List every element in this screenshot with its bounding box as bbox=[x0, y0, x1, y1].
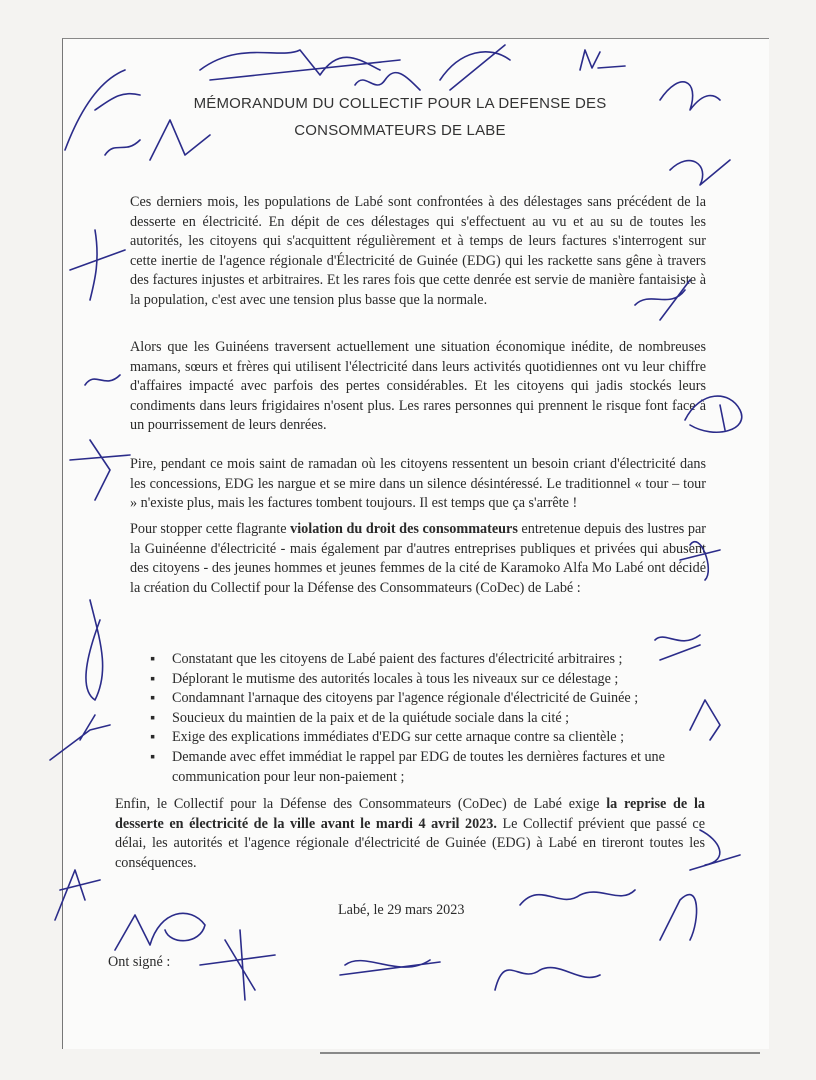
signature bbox=[340, 960, 440, 975]
date-line: Labé, le 29 mars 2023 bbox=[338, 902, 465, 918]
list-item-text: Condamnant l'arnaque des citoyens par l'agence régionale d'électricité de Guinée ; bbox=[172, 690, 639, 707]
signature bbox=[150, 120, 210, 160]
signature bbox=[680, 542, 720, 580]
signature bbox=[200, 930, 275, 1000]
p5-text: Enfin, le Collectif pour la Défense des Consommateurs (CoDec) de Labé exige bbox=[115, 796, 607, 812]
paragraph-1: Ces derniers mois, les populations de Labé sont confrontées à des délestages sans précédent de la desserte en électricité. En dépit de ces délestages qui s'effectuent au vu et au su de toutes les autorités, les citoyens qui s'acquittent régulièrement et à temps de leurs factures s'interrogent sur cette inertie de l'agence régionale d'Électricité de Guinée (EDG) qui les rackette sans gêne à travers des factures injustes et arbitraires. Et les rares fois que cette denrée est servie de manière fantaisiste à la population, c'est avec une tension plus basse que la normale. bbox=[130, 194, 706, 308]
signature bbox=[690, 830, 740, 870]
bullet-icon: ▪ bbox=[150, 690, 156, 707]
p5-bold: la reprise de la desserte en électricité de la ville avant le mardi 4 avril 2023. bbox=[115, 796, 706, 832]
list-item-text: Constatant que les citoyens de Labé paient des factures d'électricité arbitraires ; bbox=[172, 651, 623, 667]
signature bbox=[85, 375, 120, 385]
signature bbox=[200, 50, 400, 80]
signature bbox=[660, 82, 720, 110]
signature bbox=[70, 440, 130, 500]
signature bbox=[50, 715, 110, 760]
signature bbox=[690, 700, 720, 740]
list-item-text: Déplorant le mutisme des autorités locales à tous les niveaux sur ce délestage ; bbox=[172, 670, 619, 687]
p4-bold: violation du droit des consommateurs bbox=[290, 521, 518, 537]
list-item-text: Soucieux du maintien de la paix et de la quiétude sociale dans la cité ; bbox=[172, 709, 570, 726]
bullet-icon: ▪ bbox=[150, 670, 156, 687]
signature bbox=[660, 895, 697, 940]
signature bbox=[440, 45, 510, 90]
signature bbox=[685, 396, 742, 432]
signature bbox=[580, 50, 625, 70]
title-line-1: MÉMORANDUM DU COLLECTIF POUR LA DEFENSE DES bbox=[193, 95, 607, 112]
list-item-text: Demande avec effet immédiat le rappel par EDG de toutes les dernières factures et une communication pour leur non-paiement ; bbox=[172, 748, 665, 785]
signature bbox=[655, 635, 700, 660]
p4-text: Pour stopper cette flagrante bbox=[130, 521, 291, 537]
signature bbox=[520, 890, 635, 905]
signature bbox=[115, 913, 205, 950]
bullet-icon: ▪ bbox=[150, 748, 156, 765]
bullet-icon: ▪ bbox=[150, 651, 156, 667]
title-line-2: CONSOMMATEURS DE LABE bbox=[294, 122, 506, 139]
signature bbox=[355, 73, 420, 90]
signature bbox=[670, 160, 730, 185]
paragraph-2: Alors que les Guinéens traversent actuellement une situation économique inédite, de nombreuses mamans, sœurs et frères qui utilisent l'électricité dans leurs activités quotidiennes ont vu leur chiffre d'affaires impacté avec parfois des pertes considérables. Et les citoyens qui jadis stockés leurs condiments dans leurs frigidaires n'osent plus. Les rares personnes qui prennent le risque font face à un pourrissement de leurs denrées. bbox=[130, 339, 706, 434]
signature bbox=[635, 280, 690, 320]
paragraph-3: Pire, pendant ce mois saint de ramadan où les citoyens ressentent un besoin criant d'électricité dans les concessions, EDG les nargue et se mire dans un silence désintéressé. Le traditionnel « tour – tour » n'existe plus, mais les factures tombent toujours. Il est temps que ça s'arrête ! bbox=[130, 456, 706, 512]
signature bbox=[105, 140, 140, 155]
bullet-icon: ▪ bbox=[150, 729, 156, 746]
signature bbox=[86, 600, 103, 700]
list-item-text: Exige des explications immédiates d'EDG sur cette arnaque contre sa clientèle ; bbox=[172, 729, 625, 746]
signed-label: Ont signé : bbox=[108, 954, 171, 970]
signature bbox=[65, 70, 140, 150]
signature bbox=[495, 968, 600, 990]
signature bbox=[55, 870, 100, 920]
p5-text-end: Le Collectif prévient que passé ce délai, les autorités et l'agence régionale d'électricité de Guinée (EDG) à Labé en tireront toutes les conséquences. bbox=[115, 815, 705, 871]
p4-text-end: entretenue depuis des lustres par la Guinéenne d'électricité - mais également par d'autres entreprises publiques et privées qui abusent des citoyens - des jeunes hommes et jeunes femmes de la cité de Karamoko Alfa Mo Labé ont décidé la création du Collectif pour la Défense des Consommateurs (CoDec) de Labé : bbox=[130, 521, 706, 596]
bullet-icon: ▪ bbox=[150, 709, 156, 726]
signature bbox=[70, 230, 125, 300]
